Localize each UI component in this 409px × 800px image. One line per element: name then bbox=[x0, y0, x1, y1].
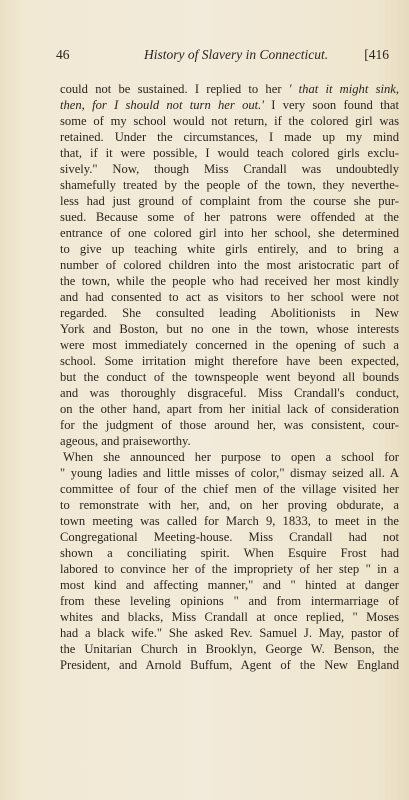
text-line bbox=[60, 209, 399, 225]
text-segment: and was thoroughly disgraceful. Miss Crandall's conduct, bbox=[60, 386, 399, 400]
text-segment: that, if it were possible, I would teach colored girls exclu- bbox=[60, 146, 399, 160]
text-line bbox=[60, 481, 399, 497]
text-segment: the Unitarian Church in Brooklyn, George W. Benson, the bbox=[60, 642, 399, 656]
text-segment: school. Some irritation might therefore have been expected, bbox=[60, 354, 399, 368]
text-line bbox=[60, 177, 399, 193]
text-segment: York and Boston, but no one in the town, whose interests bbox=[60, 322, 399, 336]
text-segment: were most immediately concerned in the opening of such a bbox=[60, 338, 399, 352]
text-line bbox=[60, 225, 399, 241]
text-segment: less had just ground of complaint from the course she pur- bbox=[60, 194, 399, 208]
text-line bbox=[60, 289, 399, 305]
text-segment: I very soon found that bbox=[264, 98, 399, 112]
text-segment: some of my school would not return, if the colored girl was bbox=[60, 114, 399, 128]
text-segment: most kind and affecting manner," and " hinted at danger bbox=[60, 578, 399, 592]
text-segment: could not be sustained. I replied to her bbox=[60, 82, 289, 96]
text-line bbox=[60, 513, 399, 529]
text-line bbox=[60, 257, 399, 273]
text-line bbox=[60, 369, 399, 385]
text-line bbox=[60, 577, 399, 593]
text-line bbox=[60, 81, 399, 97]
text-segment: for the judgment of those around her, was consistent, cour- bbox=[60, 418, 399, 432]
text-segment: number of colored children into the most aristocratic part of bbox=[60, 258, 399, 272]
italic-quote: ' that it might sink, bbox=[288, 82, 399, 96]
text-segment: labored to convince her of the impropriety of her step " in a bbox=[60, 562, 399, 576]
text-segment: the town, while the people who had received her most kindly bbox=[60, 274, 399, 288]
text-segment: whites and blacks, Miss Crandall at once replied, " Moses bbox=[60, 610, 399, 624]
text-segment: entrance of one colored girl into her school, she determined bbox=[60, 226, 399, 240]
text-line bbox=[60, 193, 399, 209]
text-segment: sively." Now, though Miss Crandall was undoubtedly bbox=[60, 162, 399, 176]
text-line bbox=[60, 465, 399, 481]
text-segment: town meeting was called for March 9, 1833, to meet in the bbox=[60, 514, 399, 528]
text-segment: but the conduct of the townspeople went beyond all bounds bbox=[60, 370, 399, 384]
text-line bbox=[60, 641, 399, 657]
text-line bbox=[60, 609, 399, 625]
text-line bbox=[60, 161, 399, 177]
text-segment: from these leveling opinions " and from intermarriage of bbox=[60, 594, 399, 608]
text-line bbox=[60, 417, 399, 433]
text-line bbox=[60, 401, 399, 417]
italic-quote: then, for I should not turn her out.' bbox=[60, 98, 265, 112]
text-line bbox=[60, 273, 399, 289]
text-segment: regarded. She consulted leading Abolitionists in New bbox=[60, 306, 399, 320]
text-segment: sued. Because some of her patrons were offended at the bbox=[60, 210, 399, 224]
text-line bbox=[60, 593, 399, 609]
text-segment: and had consented to act as visitors to her school were not bbox=[60, 290, 399, 304]
text-segment: on the other hand, apart from her initial lack of consideration bbox=[60, 402, 399, 416]
text-line bbox=[60, 113, 399, 129]
text-segment: had a black wife." She asked Rev. Samuel J. May, pastor of bbox=[60, 626, 399, 640]
text-line bbox=[60, 129, 399, 145]
page-header bbox=[56, 47, 389, 63]
text-segment: to remonstrate with her, and, on her proving obdurate, a bbox=[60, 498, 399, 512]
text-line bbox=[60, 497, 399, 513]
text-line bbox=[60, 241, 399, 257]
text-segment: President, and Arnold Buffum, Agent of the New England bbox=[60, 658, 399, 672]
text-line bbox=[60, 657, 399, 673]
header-page-marker: [416 bbox=[364, 47, 389, 62]
text-segment: committee of four of the chief men of the village visited her bbox=[60, 482, 399, 496]
text-line bbox=[60, 433, 399, 449]
text-segment: shown a conciliating spirit. When Esquire Frost had bbox=[60, 546, 399, 560]
text-segment: shamefully treated by the people of the town, they neverthe- bbox=[60, 178, 399, 192]
running-title: History of Slavery in Connecticut. bbox=[144, 47, 329, 62]
text-line bbox=[60, 321, 399, 337]
text-segment: When she announced her purpose to open a school for bbox=[63, 450, 399, 464]
text-segment: ageous, and praiseworthy. bbox=[60, 434, 191, 448]
text-segment: retained. Under the circumstances, I made up my mind bbox=[60, 130, 399, 144]
text-line bbox=[60, 545, 399, 561]
text-line bbox=[60, 337, 399, 353]
text-line bbox=[60, 145, 399, 161]
text-line bbox=[60, 385, 399, 401]
text-line bbox=[60, 305, 399, 321]
text-line bbox=[60, 561, 399, 577]
text-segment: Congregational Meeting-house. Miss Crandall had not bbox=[60, 530, 399, 544]
text-line bbox=[60, 529, 399, 545]
text-line bbox=[60, 625, 399, 641]
text-segment: to give up teaching white girls entirely, and to bring a bbox=[60, 242, 399, 256]
text-line bbox=[60, 449, 399, 465]
page-number: 46 bbox=[56, 47, 70, 62]
text-segment: " young ladies and little misses of color," dismay seized all. A bbox=[60, 466, 399, 480]
body-text bbox=[60, 81, 399, 673]
text-line bbox=[60, 353, 399, 369]
text-line bbox=[60, 97, 399, 113]
